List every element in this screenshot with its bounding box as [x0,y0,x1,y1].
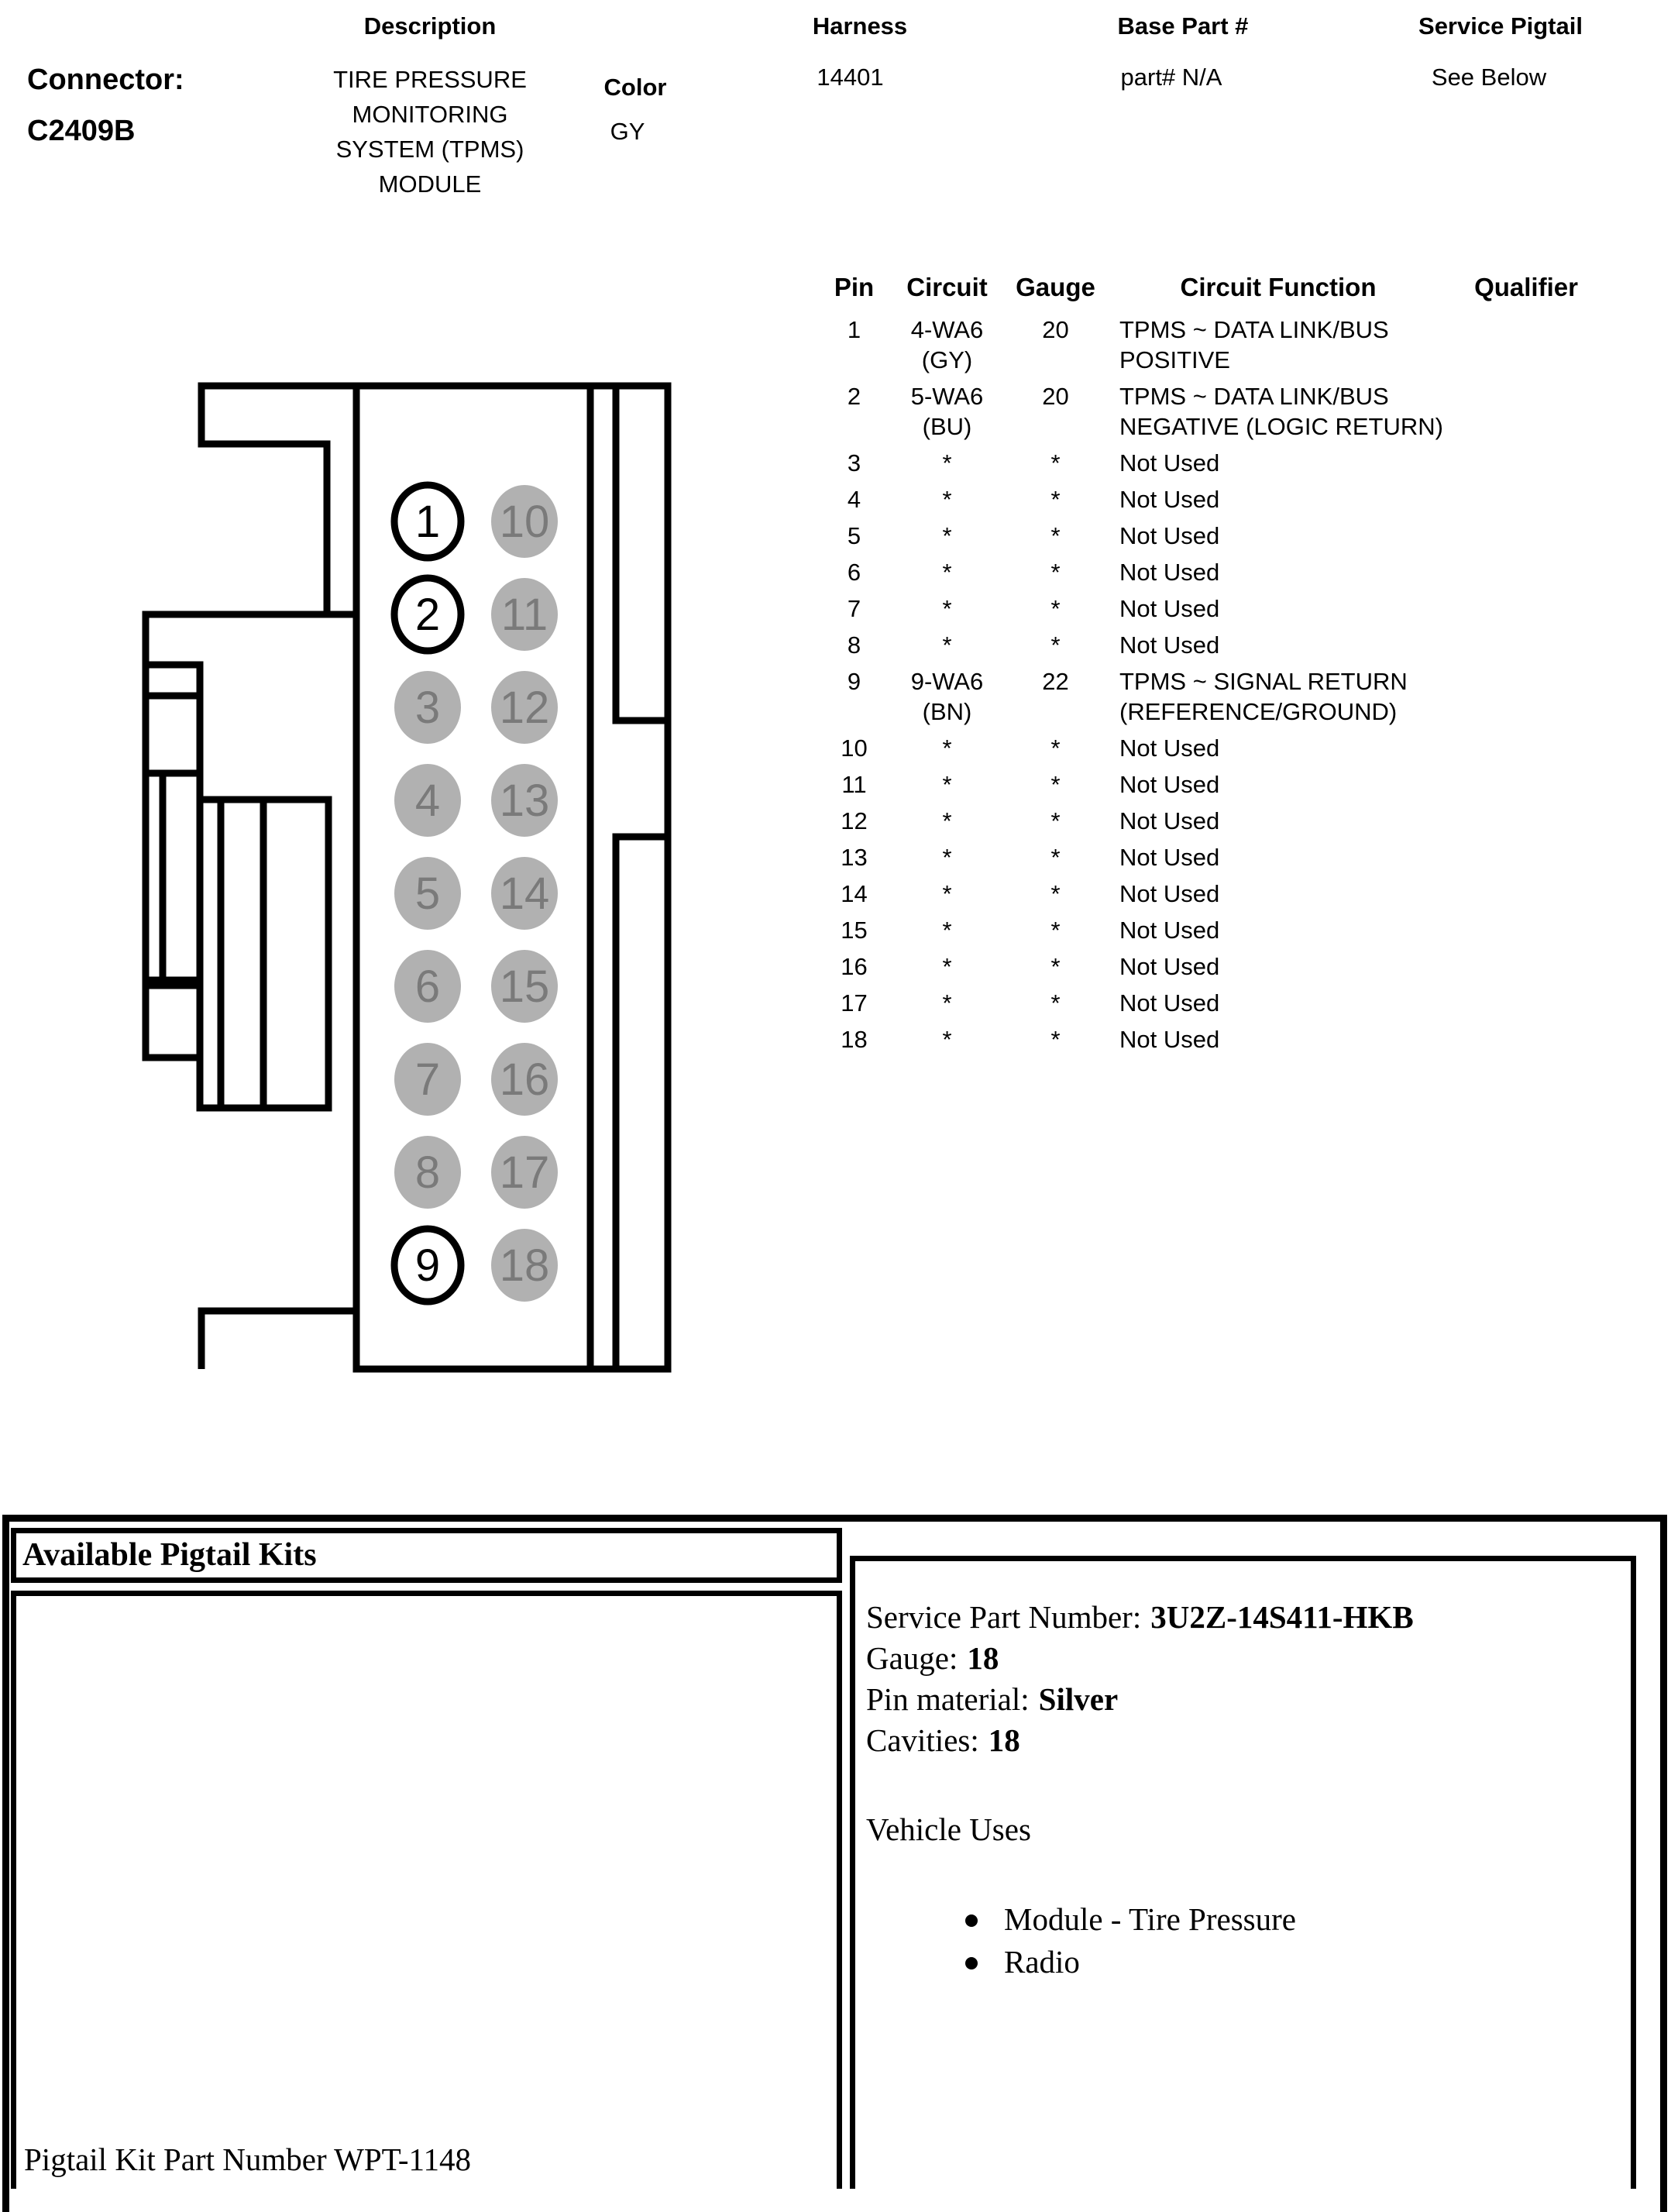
gauge-cell: * [1050,559,1061,586]
vehicle-uses-list [855,1898,1631,1983]
circuit-cell: * [942,1026,952,1053]
circuit-cell: * [942,989,952,1017]
qualifier-cell [1449,1021,1604,1058]
qualifier-cell [1449,663,1604,730]
pin-number-label-12: 12 [499,683,550,733]
pin-number-label-6: 6 [414,962,441,1012]
circuit-function-cell: Not Used [1119,734,1220,762]
pin-number-cell: 18 [841,1026,868,1053]
connector-bottom-tab [201,1311,356,1369]
pin-number-cell: 14 [841,880,868,907]
qualifier-cell [1449,518,1604,554]
circuit-cell: * [942,559,952,586]
circuit-function-cell: Not Used [1119,844,1220,871]
description-line: SYSTEM (TPMS) [335,136,524,163]
circuit-cell: 4-WA6 (GY) [910,316,984,373]
pin-number-cell: 10 [841,734,868,762]
circuit-cell: * [942,631,952,659]
circuit-function-cell: Not Used [1119,989,1220,1017]
pin-table-header-pin: Pin [834,273,875,301]
circuit-function-cell: Not Used [1119,522,1220,549]
pin-number-label-17: 17 [499,1147,550,1198]
gauge-cell: * [1050,595,1061,622]
pin-number-label-16: 16 [499,1054,550,1105]
gauge-cell: * [1050,880,1061,907]
gauge-cell: * [1050,771,1061,798]
cavities-line [855,1720,1631,1761]
pin-number-cell: 6 [847,559,861,586]
pin-number-cell: 15 [841,917,868,944]
circuit-function-cell: Not Used [1119,880,1220,907]
pin-number-label-13: 13 [499,776,550,826]
circuit-cell: * [942,522,952,549]
pin-table-header-qualifier: Qualifier [1474,273,1578,301]
circuit-function-cell: Not Used [1119,807,1220,834]
pin-number-label-1: 1 [414,497,441,547]
service-part-number-line [855,1597,1631,1638]
pin-number-cell: 8 [847,631,861,659]
circuit-function-cell: Not Used [1119,953,1220,980]
circuit-cell: * [942,595,952,622]
pin-number-cell: 11 [841,771,867,798]
pin-number-cell: 17 [841,989,868,1017]
circuit-function-cell: TPMS ~ DATA LINK/BUS NEGATIVE (LOGIC RETURN) [1119,383,1443,440]
pin-number-cell: 16 [841,953,868,980]
gauge-cell: 22 [1042,668,1069,695]
circuit-function-cell: Not Used [1119,917,1220,944]
connector-description [236,62,624,201]
service-pigtail-column-header: Service Pigtail [1418,12,1583,40]
pin-number-cell: 13 [841,844,868,871]
qualifier-cell [1449,985,1604,1021]
qualifier-cell [1449,554,1604,590]
pigtail-kit-part-value: WPT-1148 [334,2141,472,2177]
circuit-cell: * [942,807,952,834]
pin-number-label-7: 7 [414,1054,441,1105]
pin-number-cell: 5 [847,522,861,549]
qualifier-cell [1449,445,1604,481]
pigtail-kit-part-number-line [24,2141,471,2178]
pin-number-cell: 9 [847,668,861,695]
pin-number-label-10: 10 [499,497,550,547]
vehicle-use-item: Radio [855,1941,1631,1983]
gauge-cell: * [1050,844,1061,871]
pin-number-label-15: 15 [499,962,550,1012]
circuit-function-cell: Not Used [1119,449,1220,476]
pin-number-cell: 7 [847,595,861,622]
qualifier-cell [1449,481,1604,518]
circuit-cell: * [942,880,952,907]
circuit-cell: * [942,917,952,944]
pin-number-cell: 12 [841,807,868,834]
gauge-cell: * [1050,631,1061,659]
connector-drawing [101,356,705,1402]
connector-key-tab [146,986,200,1058]
description-column-header: Description [363,12,497,40]
pin-material-label: Pin material: [866,1681,1030,1717]
gauge-cell: 20 [1042,316,1069,343]
service-part-number-value: 3U2Z-14S411-HKB [1150,1599,1414,1635]
circuit-cell: 5-WA6 (BU) [910,383,984,440]
vehicle-uses-heading: Vehicle Uses [866,1811,1031,1847]
pin-number-cell: 1 [847,316,861,343]
description-line: MONITORING [352,101,508,128]
connector-label: Connector: [27,64,184,96]
circuit-function-cell: Not Used [1119,559,1220,586]
qualifier-cell [1449,912,1604,948]
qualifier-cell [1449,839,1604,876]
gauge-cell: * [1050,989,1061,1017]
cavities-label: Cavities: [866,1722,979,1758]
cavities-value: 18 [988,1722,1020,1758]
pigtail-kit-part-label: Pigtail Kit Part Number [24,2141,327,2177]
circuit-function-cell: Not Used [1119,771,1220,798]
pin-material-value: Silver [1038,1681,1119,1717]
circuit-function-cell: Not Used [1119,595,1220,622]
circuit-function-cell: Not Used [1119,631,1220,659]
qualifier-cell [1449,378,1604,445]
gauge-cell: * [1050,1026,1061,1053]
pin-number-label-14: 14 [499,869,550,919]
circuit-function-cell: TPMS ~ DATA LINK/BUS POSITIVE [1119,316,1389,373]
circuit-cell: * [942,844,952,871]
base-part-value: part# N/A [1120,64,1222,91]
qualifier-cell [1449,311,1604,378]
service-pigtail-value: See Below [1431,64,1547,91]
gauge-label: Gauge: [866,1640,958,1676]
pin-number-cell: 2 [847,383,861,410]
gauge-line [855,1638,1631,1679]
circuit-cell: * [942,953,952,980]
harness-value: 14401 [817,64,884,91]
vehicle-use-item: Module - Tire Pressure [855,1898,1631,1941]
description-line: TIRE PRESSURE [333,66,527,93]
gauge-cell: * [1050,522,1061,549]
gauge-cell: * [1050,917,1061,944]
connector-latch-block-dividers [221,800,263,1108]
description-line: MODULE [378,170,482,198]
circuit-cell: * [942,771,952,798]
connector-id: C2409B [27,115,136,147]
gauge-cell: * [1050,449,1061,476]
qualifier-cell [1449,948,1604,985]
qualifier-cell [1449,803,1604,839]
qualifier-cell [1449,730,1604,766]
qualifier-cell [1449,590,1604,627]
gauge-cell: * [1050,953,1061,980]
qualifier-cell [1449,876,1604,912]
circuit-cell: * [942,486,952,513]
pigtail-kit-box [11,1591,842,2189]
pin-number-label-18: 18 [499,1240,550,1291]
available-pigtail-kits-header: Available Pigtail Kits [11,1528,842,1583]
pin-table-header-gauge: Gauge [1016,273,1095,301]
pin-number-cell: 3 [847,449,861,476]
gauge-cell: * [1050,486,1061,513]
pin-table-header-circuit: Circuit [906,273,988,301]
gauge-value: 18 [967,1640,999,1676]
pin-number-label-9: 9 [414,1240,441,1291]
pin-table-header-function: Circuit Function [1180,273,1377,301]
service-part-number-label: Service Part Number: [866,1599,1142,1635]
connector-top-tab [201,386,356,614]
circuit-cell: * [942,449,952,476]
pin-number-label-3: 3 [414,683,441,733]
pin-number-label-2: 2 [414,590,441,640]
service-part-info-box [850,1556,1636,2189]
color-value: GY [610,118,645,145]
qualifier-cell [1449,627,1604,663]
pin-table [817,273,1604,1058]
circuit-function-cell: TPMS ~ SIGNAL RETURN (REFERENCE/GROUND) [1119,668,1408,725]
color-label: Color [603,74,667,101]
circuit-cell: 9-WA6 (BN) [910,668,984,725]
connector-left-strip-dividers [146,696,200,980]
pin-number-label-5: 5 [414,869,441,919]
circuit-function-cell: Not Used [1119,1026,1220,1053]
harness-column-header: Harness [812,12,908,40]
gauge-cell: * [1050,734,1061,762]
base-part-column-header: Base Part # [1117,12,1249,40]
circuit-function-cell: Not Used [1119,486,1220,513]
circuit-cell: * [942,734,952,762]
pin-number-label-4: 4 [414,776,441,826]
pin-number-cell: 4 [847,486,861,513]
pin-material-line [855,1679,1631,1720]
pin-number-label-8: 8 [414,1147,441,1198]
gauge-cell: 20 [1042,383,1069,410]
gauge-cell: * [1050,807,1061,834]
qualifier-cell [1449,766,1604,803]
pin-number-label-11: 11 [500,590,548,640]
